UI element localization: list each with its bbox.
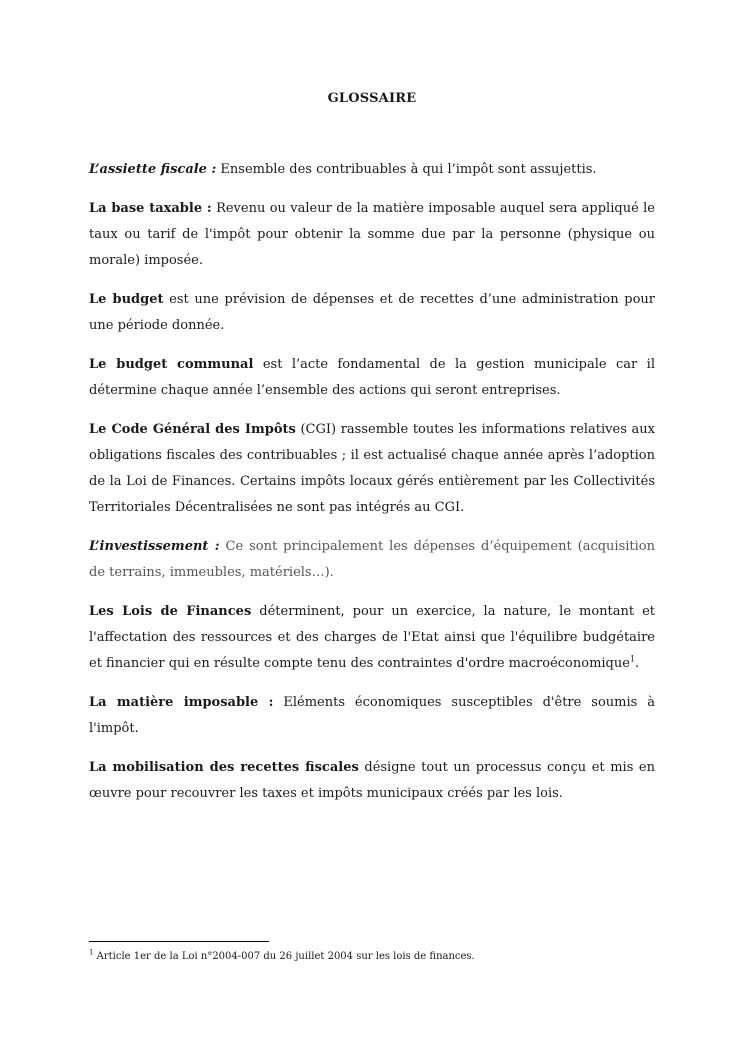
- glossary-term: La mobilisation des recettes fiscales: [89, 760, 359, 775]
- glossary-entry-budget: [89, 287, 655, 339]
- glossary-definition: Ce sont principalement les dépenses d’équipement (acquisition de terrains, immeubles, matériels…).: [89, 539, 655, 580]
- footnote-reference[interactable]: 1: [629, 654, 636, 664]
- glossary-definition: désigne tout un processus conçu et mis en œuvre pour recouvrer les taxes et impôts municipaux créés par les lois.: [89, 760, 655, 801]
- glossary-term: La matière imposable :: [89, 695, 274, 710]
- glossary-definition: Revenu ou valeur de la matière imposable auquel sera appliqué le taux ou tarif de l'impôt pour obtenir la somme due par la personne (physique ou morale) imposée.: [89, 201, 655, 268]
- glossary-definition: est une prévision de dépenses et de recettes d’une administration pour une période donnée.: [89, 292, 655, 333]
- glossary-definition: est l’acte fondamental de la gestion municipale car il détermine chaque année l’ensemble des actions qui seront entreprises.: [89, 357, 655, 398]
- page-title: [0, 91, 744, 106]
- glossary-definition: Eléments économiques susceptibles d'être soumis à l'impôt.: [89, 695, 656, 736]
- glossary-entry-budget-communal: [89, 352, 655, 404]
- glossary-entry-assiette-fiscale: [89, 157, 655, 183]
- glossary-definition: (CGI) rassemble toutes les informations relatives aux obligations fiscales des contribuables ; il est actualisé chaque année après l’adoption de la Loi de Finances. Certains impôts locaux gérés entièrement par les Collectivités Territoriales Décentralisées ne sont pas intégrés au CGI.: [89, 422, 655, 515]
- footnote-separator: [89, 941, 269, 942]
- footnote: [89, 950, 689, 964]
- glossary-entry-mobilisation-recettes: [89, 755, 655, 807]
- glossary-entry-lois-de-finances: [89, 599, 655, 677]
- glossary-entry-base-taxable: [89, 196, 655, 274]
- glossary-definition: déterminent, pour un exercice, la nature, le montant et l'affectation des ressources et des charges de l'Etat ainsi que l'équilibre budgétaire et financier qui en résulte compte tenu des contraintes d'ordre macroéconomique: [89, 604, 655, 671]
- footnote-text: Article 1er de la Loi n°2004-007 du 26 juillet 2004 sur les lois de finances.: [93, 951, 475, 962]
- glossary-term: L’investissement :: [89, 539, 220, 554]
- footnote-number: 1: [89, 948, 94, 957]
- glossary-term: L’assiette fiscale :: [89, 162, 217, 177]
- glossary-term: Le budget communal: [89, 357, 254, 372]
- glossary-term: Le budget: [89, 292, 164, 307]
- glossary-list: [89, 157, 655, 820]
- glossary-entry-code-general-impots: [89, 417, 655, 521]
- page-title-text: GLOSSAIRE: [327, 91, 417, 106]
- glossary-term: Les Lois de Finances: [89, 604, 252, 619]
- glossary-entry-investissement: [89, 534, 655, 586]
- glossary-entry-matiere-imposable: [89, 690, 655, 742]
- glossary-term: Le Code Général des Impôts: [89, 422, 296, 437]
- glossary-term: La base taxable :: [89, 201, 212, 216]
- glossary-definition-end: .: [635, 656, 640, 671]
- glossary-definition: Ensemble des contribuables à qui l’impôt sont assujettis.: [216, 162, 597, 177]
